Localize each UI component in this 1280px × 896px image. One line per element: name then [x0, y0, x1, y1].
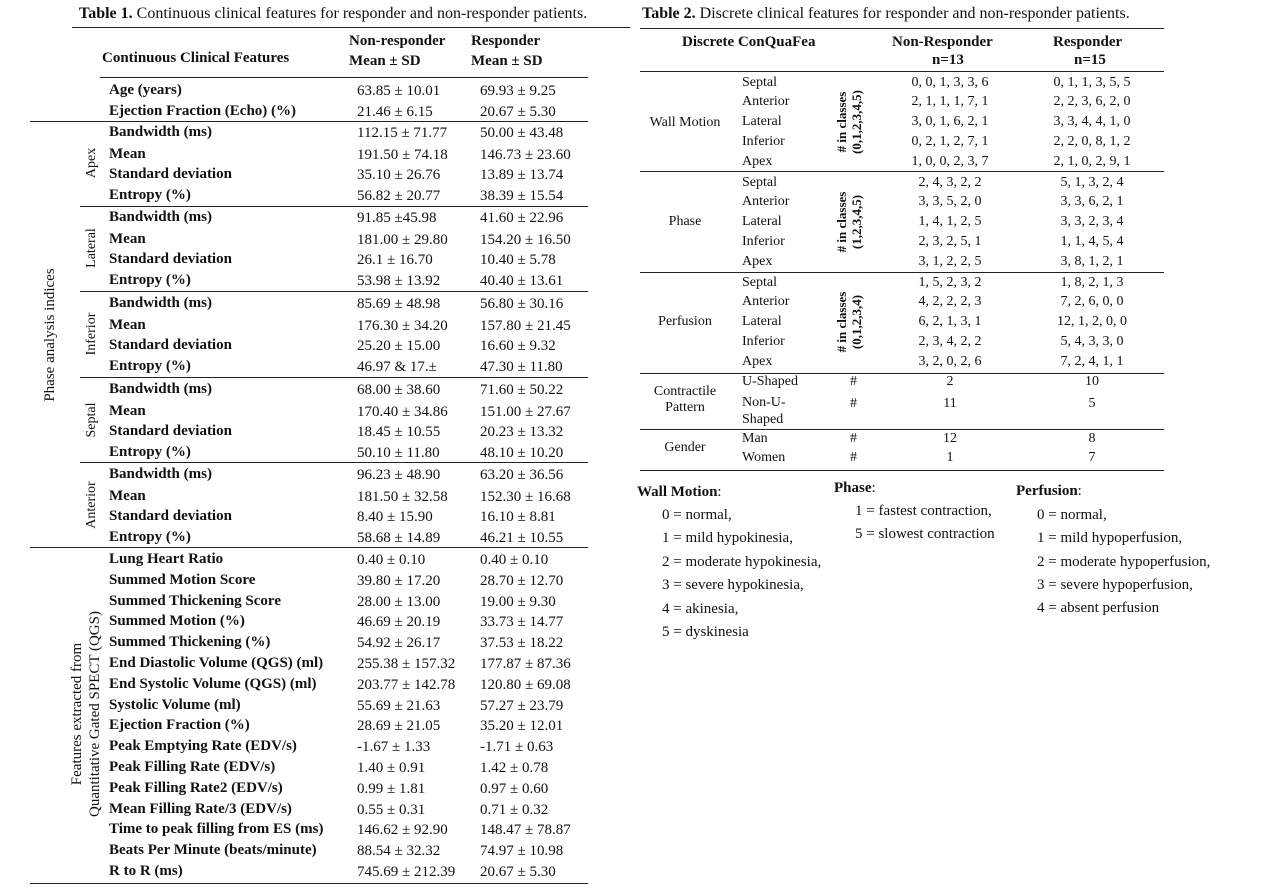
- feature-label: Mean: [109, 488, 146, 504]
- responder-value: 1.42 ± 0.78: [480, 760, 549, 776]
- sub-region: Apex: [742, 254, 773, 269]
- nonresponder-counts: 2, 3, 4, 2, 2: [918, 334, 982, 349]
- nonresponder-value: 85.69 ± 48.98: [357, 296, 441, 312]
- nonresponder-value: 96.23 ± 48.90: [357, 467, 441, 483]
- t2-phase-rule: [640, 171, 1164, 172]
- nonresponder-counts: 4, 2, 2, 2, 3: [918, 294, 982, 309]
- sub-region: U-Shaped: [742, 374, 798, 389]
- feature-label: Bandwidth (ms): [109, 209, 212, 225]
- feature-label: Standard deviation: [109, 508, 232, 524]
- contractile-name-line1: Contractile: [653, 384, 717, 399]
- responder-value: 10.40 ± 5.78: [480, 252, 556, 268]
- t2-header-resp-2: n=15: [1074, 52, 1106, 68]
- group-name: Perfusion: [658, 314, 712, 329]
- legend-wall-motion-item: 5 = dyskinesia: [662, 624, 749, 640]
- responder-value: 74.97 ± 10.98: [480, 843, 564, 860]
- feature-label: Bandwidth (ms): [109, 381, 212, 397]
- sub-region: Septal: [742, 275, 777, 290]
- nonresponder-value: 88.54 ± 32.32: [357, 843, 441, 860]
- classes-label-line1: # in classes: [834, 91, 849, 153]
- nonresponder-value: 0.40 ± 0.10: [357, 552, 426, 568]
- t1-qgs-label-line1: Features extracted from: [69, 642, 85, 786]
- responder-value: 120.80 ± 69.08: [480, 676, 571, 693]
- legend-perfusion-item: 0 = normal,: [1037, 507, 1107, 523]
- responder-value: 50.00 ± 43.48: [480, 125, 564, 141]
- classes-label-line2: (1,2,3,4,5): [849, 194, 864, 250]
- responder-value: 177.87 ± 87.36: [480, 656, 571, 672]
- classes-label-line1: # in classes: [834, 191, 849, 253]
- nonresponder-value: -1.67 ± 1.33: [357, 739, 431, 756]
- table2-caption: [642, 5, 1130, 23]
- hash-mark: #: [850, 374, 857, 389]
- table1-caption-text: Continuous clinical features for responder and non-responder patients.: [132, 5, 588, 22]
- nonresponder-value: 46.97 & 17.±: [357, 359, 437, 375]
- feature-label: End Diastolic Volume (QGS) (ml): [109, 655, 324, 671]
- sub-region: Women: [742, 450, 786, 465]
- feature-label: Mean Filling Rate/3 (EDV/s): [109, 800, 292, 817]
- feature-label: Ejection Fraction (%): [109, 717, 250, 734]
- nonresponder-value: 170.40 ± 34.86: [357, 404, 448, 420]
- responder-counts: 5, 1, 3, 2, 4: [1060, 175, 1124, 190]
- nonresponder-value: 8.40 ± 15.90: [357, 509, 433, 525]
- sub-region: Septal: [742, 175, 777, 190]
- t1-anterior-rule: [80, 462, 588, 463]
- legend-wall-motion-title-text: Wall Motion: [637, 484, 718, 500]
- responder-count: 5: [1088, 396, 1096, 411]
- legend-perfusion-title: Perfusion:: [1016, 483, 1082, 499]
- feature-label: Standard deviation: [109, 251, 232, 267]
- classes-label: [834, 282, 866, 362]
- legend-perfusion-item: 3 = severe hypoperfusion,: [1037, 576, 1193, 593]
- legend-wall-motion-item: 3 = severe hypokinesia,: [662, 577, 804, 594]
- t1-bottom-rule: [30, 883, 588, 884]
- legend-wall-motion-title: Wall Motion:: [637, 484, 722, 500]
- t2-perfusion-rule: [640, 272, 1164, 273]
- nonresponder-counts: 2, 3, 2, 5, 1: [918, 234, 982, 249]
- nonresponder-value: 55.69 ± 21.63: [357, 697, 441, 714]
- responder-value: 56.80 ± 30.16: [480, 296, 564, 312]
- legend-perfusion-item: 2 = moderate hypoperfusion,: [1037, 553, 1211, 570]
- nonresponder-counts: 1, 4, 1, 2, 5: [918, 214, 982, 229]
- responder-value: 16.60 ± 9.32: [480, 338, 556, 354]
- sub-region: Lateral: [742, 314, 782, 329]
- t2-header-resp-1: Responder: [1053, 34, 1123, 50]
- feature-label: Mean: [109, 146, 146, 162]
- responder-value: 154.20 ± 16.50: [480, 232, 571, 248]
- sub-region: Anterior: [742, 194, 790, 209]
- responder-counts: 7, 2, 6, 0, 0: [1060, 294, 1124, 309]
- responder-value: 157.80 ± 21.45: [480, 318, 571, 334]
- feature-label: Systolic Volume (ml): [109, 696, 241, 713]
- sub-region-line2: Shaped: [742, 412, 784, 427]
- classes-label-line1: # in classes: [834, 291, 849, 353]
- group-name: Wall Motion: [649, 115, 721, 130]
- group-name: Phase: [668, 214, 702, 229]
- responder-value: 0.40 ± 0.10: [480, 552, 549, 568]
- sub-region: Apex: [742, 154, 773, 169]
- responder-counts: 3, 3, 2, 3, 4: [1060, 214, 1124, 229]
- table1-caption: [79, 5, 587, 23]
- sub-region: Lateral: [742, 114, 782, 129]
- nonresponder-count: 11: [943, 396, 957, 411]
- responder-value: 37.53 ± 18.22: [480, 635, 564, 652]
- legend-perfusion-title-text: Perfusion: [1016, 483, 1078, 499]
- nonresponder-value: 26.1 ± 16.70: [357, 252, 433, 268]
- nonresponder-value: 25.20 ± 15.00: [357, 338, 441, 354]
- t2-header-rule: [640, 71, 1164, 72]
- gender-name: Gender: [664, 440, 706, 455]
- nonresponder-value: 176.30 ± 34.20: [357, 318, 448, 334]
- nonresponder-counts: 1, 5, 2, 3, 2: [918, 275, 982, 290]
- nonresponder-counts: 2, 1, 1, 1, 7, 1: [911, 94, 989, 109]
- sub-region: Lateral: [742, 214, 782, 229]
- t2-bottom-rule: [640, 470, 1164, 471]
- t2-gender-rule: [640, 429, 1164, 430]
- t1-region-anterior: Anterior: [84, 481, 99, 529]
- table1-caption-label: Table 1.: [79, 5, 133, 22]
- nonresponder-value: 28.00 ± 13.00: [357, 593, 441, 610]
- legend-phase-item: 5 = slowest contraction: [855, 526, 995, 542]
- responder-value: 152.30 ± 16.68: [480, 489, 571, 505]
- nonresponder-counts: 3, 1, 2, 2, 5: [918, 254, 982, 269]
- nonresponder-value: 1.40 ± 0.91: [357, 760, 426, 776]
- legend-wall-motion-item: 1 = mild hypokinesia,: [662, 530, 793, 547]
- legend-phase-item: 1 = fastest contraction,: [855, 503, 992, 519]
- t1-header-feature: Continuous Clinical Features: [102, 50, 290, 66]
- feature-label: Bandwidth (ms): [109, 124, 212, 140]
- responder-value: 20.67 ± 5.30: [480, 104, 556, 120]
- responder-counts: 1, 1, 4, 5, 4: [1060, 234, 1124, 249]
- t1-header-resp-1: Responder: [471, 33, 541, 49]
- t1-region-inferior: Inferior: [84, 312, 99, 356]
- nonresponder-value: 50.10 ± 11.80: [357, 445, 440, 461]
- responder-value: 28.70 ± 12.70: [480, 572, 564, 589]
- t1-inferior-rule: [80, 291, 588, 292]
- t1-header-nonresp-1: Non-responder: [349, 33, 446, 49]
- legend-perfusion-item: 1 = mild hypoperfusion,: [1037, 530, 1183, 547]
- responder-counts: 3, 3, 4, 4, 1, 0: [1053, 114, 1131, 129]
- nonresponder-value: 39.80 ± 17.20: [357, 572, 441, 589]
- responder-counts: 5, 4, 3, 3, 0: [1060, 334, 1124, 349]
- nonresponder-counts: 3, 3, 5, 2, 0: [918, 194, 982, 209]
- nonresponder-value: 35.10 ± 26.76: [357, 167, 441, 183]
- t2-header-nonresp-1: Non-Responder: [892, 34, 993, 50]
- nonresponder-counts: 6, 2, 1, 3, 1: [918, 314, 982, 329]
- responder-value: 20.67 ± 5.30: [480, 864, 556, 880]
- legend-wall-motion-item: 2 = moderate hypokinesia,: [662, 553, 822, 570]
- nonresponder-value: 56.82 ± 20.77: [357, 188, 441, 204]
- responder-value: 57.27 ± 23.79: [480, 697, 564, 714]
- nonresponder-count: 1: [946, 450, 954, 465]
- classes-label-line2: (0,1,2,3,4,5): [849, 90, 864, 154]
- responder-value: 33.73 ± 14.77: [480, 614, 564, 631]
- responder-value: 19.00 ± 9.30: [480, 593, 556, 610]
- responder-counts: 3, 8, 1, 2, 1: [1060, 254, 1124, 269]
- nonresponder-count: 12: [943, 431, 957, 446]
- feature-label: Summed Thickening (%): [109, 634, 271, 651]
- feature-label: Mean: [109, 317, 146, 333]
- t1-phase-label: Phase analysis indices: [42, 268, 58, 402]
- classes-label: [834, 182, 866, 262]
- t1-qgs-label: [68, 574, 104, 854]
- feature-label: Entropy (%): [109, 529, 191, 545]
- t1-header-rule: [100, 77, 588, 78]
- hash-mark: #: [850, 396, 857, 411]
- nonresponder-value: 191.50 ± 74.18: [357, 147, 448, 163]
- feature-label: Beats Per Minute (beats/minute): [109, 842, 317, 859]
- nonresponder-value: 745.69 ± 212.39: [357, 864, 456, 880]
- feature-label: Bandwidth (ms): [109, 295, 212, 311]
- responder-counts: 12, 1, 2, 0, 0: [1057, 314, 1127, 329]
- nonresponder-value: 91.85 ±45.98: [357, 210, 437, 226]
- t1-top-rule: [72, 27, 630, 28]
- feature-label: Time to peak filling from ES (ms): [109, 821, 324, 838]
- responder-value: 146.73 ± 23.60: [480, 147, 571, 163]
- t1-septal-rule: [80, 377, 588, 378]
- responder-value: 148.47 ± 78.87: [480, 822, 571, 839]
- responder-value: 63.20 ± 36.56: [480, 467, 564, 483]
- t1-region-apex: Apex: [84, 147, 99, 179]
- responder-value: 46.21 ± 10.55: [480, 530, 564, 546]
- responder-value: 47.30 ± 11.80: [480, 359, 563, 375]
- nonresponder-value: 255.38 ± 157.32: [357, 656, 456, 672]
- responder-value: 69.93 ± 9.25: [480, 83, 556, 99]
- nonresponder-value: 203.77 ± 142.78: [357, 676, 456, 693]
- feature-label: Entropy (%): [109, 444, 191, 460]
- nonresponder-value: 54.92 ± 26.17: [357, 635, 441, 652]
- feature-label: Entropy (%): [109, 272, 191, 288]
- nonresponder-counts: 0, 2, 1, 2, 7, 1: [911, 134, 989, 149]
- feature-label: Summed Motion (%): [109, 613, 245, 630]
- responder-count: 10: [1085, 374, 1099, 389]
- feature-label: Mean: [109, 231, 146, 247]
- nonresponder-value: 181.00 ± 29.80: [357, 232, 448, 248]
- responder-count: 7: [1088, 450, 1096, 465]
- t1-phase-top-rule: [30, 121, 588, 122]
- responder-counts: 1, 8, 2, 1, 3: [1060, 275, 1124, 290]
- nonresponder-count: 2: [946, 374, 954, 389]
- t1-lateral-rule: [80, 206, 588, 207]
- sub-region: Non-U-: [742, 395, 786, 410]
- responder-value: 151.00 ± 27.67: [480, 404, 571, 420]
- feature-label: Standard deviation: [109, 337, 232, 353]
- nonresponder-value: 58.68 ± 14.89: [357, 530, 441, 546]
- feature-label: Entropy (%): [109, 358, 191, 374]
- nonresponder-counts: 3, 0, 1, 6, 2, 1: [911, 114, 989, 129]
- t1-header-nonresp-2: Mean ± SD: [349, 53, 421, 69]
- legend-wall-motion-item: 0 = normal,: [662, 507, 732, 523]
- nonresponder-value: 21.46 ± 6.15: [357, 104, 433, 120]
- nonresponder-value: 28.69 ± 21.05: [357, 718, 441, 735]
- responder-counts: 2, 1, 0, 2, 9, 1: [1053, 154, 1131, 169]
- responder-value: 35.20 ± 12.01: [480, 718, 564, 735]
- feature-label: Lung Heart Ratio: [109, 551, 224, 567]
- hash-mark: #: [850, 431, 857, 446]
- responder-counts: 7, 2, 4, 1, 1: [1060, 354, 1124, 369]
- nonresponder-counts: 0, 0, 1, 3, 3, 6: [911, 75, 989, 90]
- table2-caption-label: Table 2.: [642, 5, 696, 22]
- t2-top-rule: [640, 28, 1164, 29]
- feature-label: Mean: [109, 403, 146, 419]
- nonresponder-value: 18.45 ± 10.55: [357, 424, 441, 440]
- t2-header-nonresp-2: n=13: [932, 52, 964, 68]
- responder-value: 48.10 ± 10.20: [480, 445, 564, 461]
- responder-counts: 2, 2, 0, 8, 1, 2: [1053, 134, 1131, 149]
- feature-label: Summed Motion Score: [109, 571, 256, 588]
- responder-value: 41.60 ± 22.96: [480, 210, 564, 226]
- classes-label-line2: (0,1,2,3,4): [849, 294, 864, 350]
- feature-label: Standard deviation: [109, 166, 232, 182]
- table2-caption-text: Discrete clinical features for responder and non-responder patients.: [695, 5, 1130, 22]
- nonresponder-counts: 3, 2, 0, 2, 6: [918, 354, 982, 369]
- legend-phase-title: Phase:: [834, 480, 876, 496]
- responder-value: 71.60 ± 50.22: [480, 382, 564, 398]
- responder-counts: 2, 2, 3, 6, 2, 0: [1053, 94, 1131, 109]
- feature-label: Ejection Fraction (Echo) (%): [109, 103, 297, 119]
- nonresponder-value: 0.99 ± 1.81: [357, 780, 426, 797]
- sub-region: Apex: [742, 354, 773, 369]
- sub-region: Man: [742, 431, 768, 446]
- feature-label: R to R (ms): [109, 863, 183, 879]
- responder-value: 40.40 ± 13.61: [480, 273, 564, 289]
- nonresponder-value: 181.50 ± 32.58: [357, 489, 448, 505]
- t2-header-feature: Discrete ConQuaFea: [682, 34, 816, 50]
- nonresponder-value: 146.62 ± 92.90: [357, 822, 448, 839]
- sub-region: Inferior: [742, 134, 785, 149]
- hash-mark: #: [850, 450, 857, 465]
- responder-value: 0.97 ± 0.60: [480, 780, 549, 797]
- responder-value: 38.39 ± 15.54: [480, 188, 564, 204]
- responder-value: 20.23 ± 13.32: [480, 424, 564, 440]
- responder-counts: 0, 1, 1, 3, 5, 5: [1053, 75, 1131, 90]
- sub-region: Anterior: [742, 294, 790, 309]
- nonresponder-value: 68.00 ± 38.60: [357, 382, 441, 398]
- responder-value: -1.71 ± 0.63: [480, 739, 554, 756]
- nonresponder-value: 53.98 ± 13.92: [357, 273, 441, 289]
- sub-region: Septal: [742, 75, 777, 90]
- feature-label: Summed Thickening Score: [109, 592, 281, 609]
- sub-region: Anterior: [742, 94, 790, 109]
- feature-label: Bandwidth (ms): [109, 466, 212, 482]
- nonresponder-value: 112.15 ± 71.77: [357, 125, 448, 141]
- feature-label: Entropy (%): [109, 187, 191, 203]
- t1-qgs-top-rule: [30, 547, 588, 548]
- contractile-name-line2: Pattern: [665, 400, 705, 415]
- responder-counts: 3, 3, 6, 2, 1: [1060, 194, 1124, 209]
- nonresponder-counts: 1, 0, 0, 2, 3, 7: [911, 154, 989, 169]
- sub-region: Inferior: [742, 334, 785, 349]
- legend-perfusion-item: 4 = absent perfusion: [1037, 600, 1160, 617]
- legend-phase-title-text: Phase: [834, 480, 872, 496]
- t1-header-resp-2: Mean ± SD: [471, 53, 543, 69]
- classes-label: [834, 82, 866, 162]
- sub-region: Inferior: [742, 234, 785, 249]
- nonresponder-value: 63.85 ± 10.01: [357, 83, 441, 99]
- feature-label: Age (years): [109, 82, 182, 98]
- feature-label: Peak Filling Rate2 (EDV/s): [109, 779, 283, 796]
- t1-qgs-label-line2: Quantitative Gated SPECT (QGS): [87, 611, 103, 817]
- responder-value: 0.71 ± 0.32: [480, 801, 549, 818]
- feature-label: Peak Filling Rate (EDV/s): [109, 759, 276, 775]
- nonresponder-value: 46.69 ± 20.19: [357, 614, 441, 631]
- feature-label: Peak Emptying Rate (EDV/s): [109, 738, 297, 755]
- nonresponder-value: 0.55 ± 0.31: [357, 801, 426, 818]
- feature-label: End Systolic Volume (QGS) (ml): [109, 675, 317, 692]
- t1-region-septal: Septal: [84, 402, 99, 438]
- legend-wall-motion-item: 4 = akinesia,: [662, 600, 739, 617]
- responder-value: 13.89 ± 13.74: [480, 167, 564, 183]
- t1-region-lateral: Lateral: [84, 228, 99, 268]
- feature-label: Standard deviation: [109, 423, 232, 439]
- nonresponder-counts: 2, 4, 3, 2, 2: [918, 175, 982, 190]
- responder-value: 16.10 ± 8.81: [480, 509, 556, 525]
- responder-count: 8: [1088, 431, 1096, 446]
